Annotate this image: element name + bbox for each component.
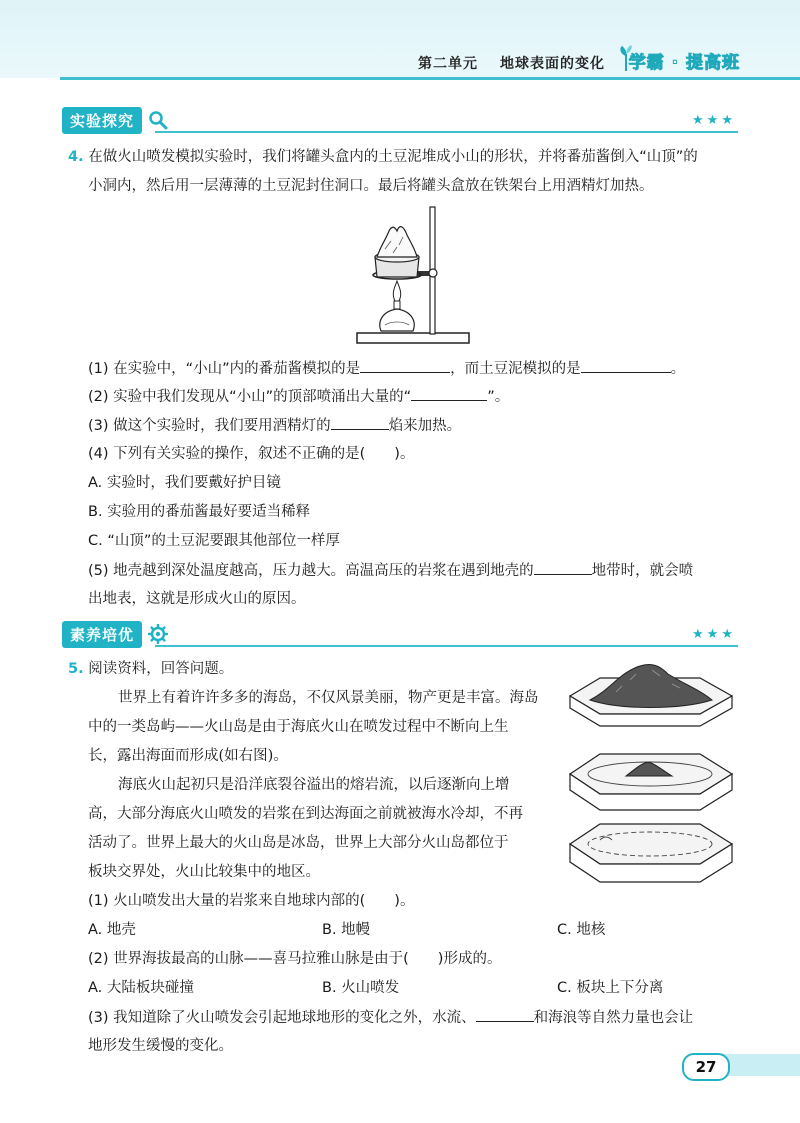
q4-sub3: [88, 415, 461, 436]
q4-sub5-text: 地带时，就会喷: [591, 563, 694, 579]
volcano-experiment-illustration: [355, 205, 475, 345]
q5-sub3-text: 和海浪等自然力量也会让: [533, 1010, 694, 1026]
q5-sub1-option-b: B. 地幔: [322, 922, 371, 938]
section-tag-experiment: [62, 106, 168, 134]
q5-sub3: [88, 1007, 693, 1028]
q4-sub1-text: ，而土豆泥模拟的是: [450, 361, 581, 377]
page-number: 27: [682, 1053, 730, 1081]
section-tag-literacy: [62, 620, 168, 648]
volcanic-island-illustration: [560, 660, 740, 890]
unit-label: 第二单元: [418, 56, 478, 72]
q4-sub2-text: ”。: [487, 389, 510, 405]
q4-sub4: (4) 下列有关实验的操作，叙述不正确的是( )。: [88, 446, 415, 462]
header-title: [418, 53, 605, 73]
q4-sub3-text: 焰来加热。: [388, 418, 462, 434]
reading-p2-line1: 海底火山起初只是沿洋底裂谷溢出的熔岩流，以后逐渐向上增: [118, 777, 510, 793]
q5-sub2-option-a: A. 大陆板块碰撞: [88, 980, 194, 996]
question-number: 5.: [68, 661, 84, 677]
reading-p1-line2: 中的一类岛屿——火山岛是由于海底火山在喷发过程中不断向上生: [88, 719, 509, 735]
section-rule: [155, 645, 738, 647]
q5-sub3-line2: 地形发生缓慢的变化。: [88, 1038, 233, 1054]
q4-sub1: [88, 358, 685, 379]
q5-sub2-option-c: C. 板块上下分离: [557, 980, 664, 996]
reading-p2-line2: 高，大部分海底火山喷发的岩浆在到达海面之前就被海水冷却，不再: [88, 806, 523, 822]
reading-p2-line4: 板块交界处，火山比较集中的地区。: [88, 864, 320, 880]
q5-sub2-option-b: B. 火山喷发: [322, 980, 400, 996]
q5-intro: [68, 659, 233, 679]
q4-sub5-line2: 出地表，这就是形成火山的原因。: [88, 591, 306, 607]
island-stage-growing: [570, 754, 732, 810]
q4-sub2-text: (2) 实验中我们发现从“小山”的顶部喷涌出大量的“: [88, 389, 412, 405]
section-label: 实验探究: [62, 107, 142, 134]
q4-sub5-text: (5) 地壳越到深处温度越高，压力越大。高温高压的岩浆在遇到地壳的: [88, 563, 534, 579]
answer-blank[interactable]: [476, 1007, 534, 1022]
reading-p2-line3: 活动了。世界上最大的火山岛是冰岛，世界上大部分火山岛都位于: [88, 835, 509, 851]
section-rule: [155, 131, 738, 133]
gear-icon: [148, 624, 168, 644]
q5-intro-text: 阅读资料，回答问题。: [88, 661, 234, 677]
island-stage-underwater: [570, 824, 732, 882]
section-label: 素养培优: [62, 621, 142, 648]
unit-title: 地球表面的变化: [500, 56, 605, 72]
reading-p1-line1: 世界上有着许许多多的海岛，不仅风景美丽，物产更是丰富。海岛: [118, 690, 539, 706]
difficulty-stars: ★★★: [692, 627, 736, 642]
header-rule: [60, 77, 800, 80]
magnifier-icon: [148, 110, 168, 130]
reading-p1-line3: 长，露出海面而形成(如右图)。: [88, 748, 288, 764]
q5-sub1: (1) 火山喷发出大量的岩浆来自地球内部的( )。: [88, 893, 415, 909]
q4-sub2: [88, 386, 509, 407]
q4-option-c: C. “山顶”的土豆泥要跟其他部位一样厚: [88, 533, 340, 549]
q4-intro-line1: [68, 147, 698, 167]
q4-sub1-text: 。: [670, 361, 686, 377]
answer-blank[interactable]: [581, 358, 671, 373]
answer-blank[interactable]: [411, 386, 487, 401]
q5-sub3-text: (3) 我知道除了火山喷发会引起地球地形的变化之外，水流、: [88, 1010, 476, 1026]
q4-sub1-text: (1) 在实验中，“小山”内的番茄酱模拟的是: [88, 361, 361, 377]
q4-intro-text: 在做火山喷发模拟实验时，我们将罐头盒内的土豆泥堆成小山的形状，并将番茄酱倒入“山顶”的: [88, 149, 698, 165]
q5-sub2: (2) 世界海拔最高的山脉——喜马拉雅山脉是由于( )形成的。: [88, 951, 502, 967]
brand-logo: 学霸 · 提高班: [628, 53, 740, 73]
difficulty-stars: ★★★: [692, 113, 736, 128]
answer-blank[interactable]: [534, 560, 592, 575]
answer-blank[interactable]: [331, 415, 389, 430]
q4-sub5: [88, 560, 693, 581]
q5-sub1-option-c: C. 地核: [557, 922, 606, 938]
island-stage-emerged: [570, 664, 732, 726]
q4-sub3-text: (3) 做这个实验时，我们要用酒精灯的: [88, 418, 331, 434]
q4-intro-line2: 小洞内，然后用一层薄薄的土豆泥封住洞口。最后将罐头盒放在铁架台上用酒精灯加热。: [88, 178, 654, 194]
answer-blank[interactable]: [360, 358, 450, 373]
q5-sub1-option-a: A. 地壳: [88, 922, 136, 938]
q4-option-a: A. 实验时，我们要戴好护目镜: [88, 475, 281, 491]
question-number: 4.: [68, 149, 84, 165]
q4-option-b: B. 实验用的番茄酱最好要适当稀释: [88, 504, 311, 520]
